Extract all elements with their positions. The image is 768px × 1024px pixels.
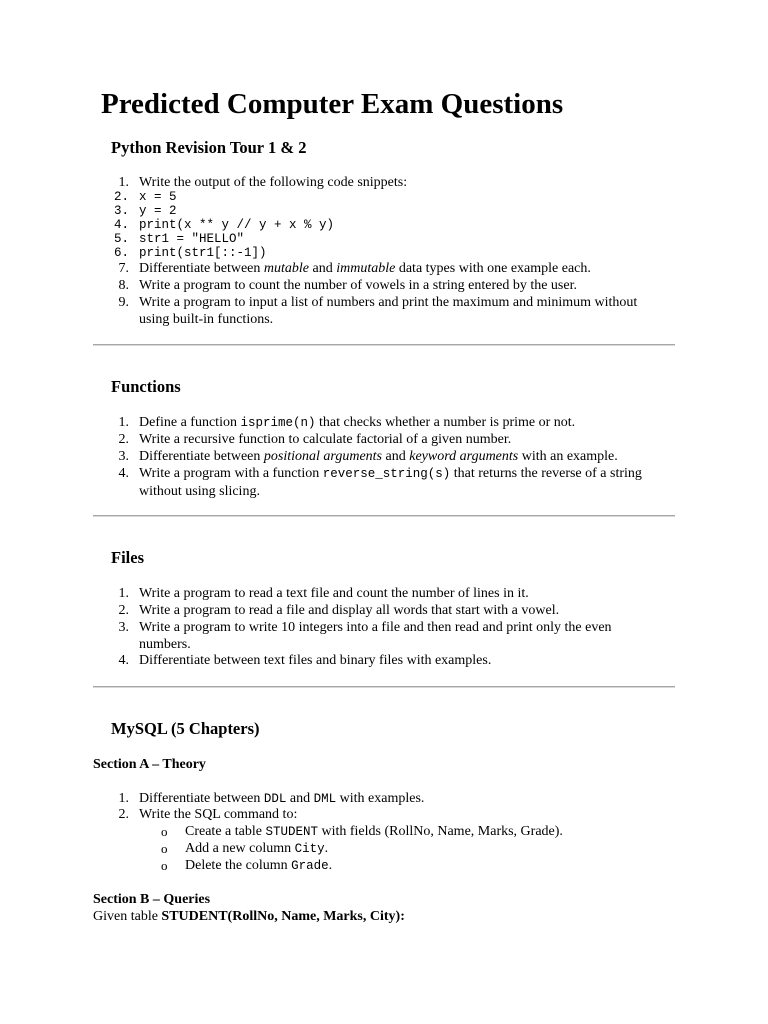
list-number: 2. <box>118 603 129 618</box>
list-number: 4. <box>113 218 129 232</box>
list-item: Write a program to write 10 integers into a file and then read and print only the even numbers. <box>139 620 612 652</box>
list-number: 3. <box>118 620 129 635</box>
section-divider <box>93 515 675 517</box>
list-item: Write a program to read a text file and count the number of lines in it. <box>139 586 529 601</box>
functions-heading: Functions <box>111 377 181 396</box>
code-line: print(x ** y // y + x % y) <box>139 218 335 232</box>
code-line: x = 5 <box>139 190 177 204</box>
list-item: Write a program with a function reverse_string(s) that returns the reverse of a string without using slicing. <box>139 466 642 499</box>
list-number: 7. <box>118 261 129 276</box>
list-number: 5. <box>113 232 129 246</box>
sub-bullet: o <box>161 841 168 856</box>
list-item: Differentiate between text files and binary files with examples. <box>139 653 492 668</box>
sub-list-item: Delete the column Grade. <box>185 858 333 873</box>
sub-bullet: o <box>161 858 168 873</box>
list-item: Write a program to read a file and display all words that start with a vowel. <box>139 603 560 618</box>
list-item: Differentiate between DDL and DML with examples. <box>139 791 425 806</box>
list-number: 1. <box>118 175 129 190</box>
list-item: Write a recursive function to calculate factorial of a given number. <box>139 432 512 447</box>
mysql-heading: MySQL (5 Chapters) <box>111 719 260 738</box>
list-item: Write the output of the following code snippets: <box>139 175 408 190</box>
list-number: 6. <box>113 246 129 260</box>
list-number: 1. <box>118 415 129 430</box>
code-line: y = 2 <box>139 204 177 218</box>
section-divider <box>93 344 675 346</box>
sub-list-item: Add a new column City. <box>185 841 329 856</box>
sub-bullet: o <box>161 824 168 839</box>
list-item: Write a program to input a list of numbers and print the maximum and minimum without using built-in functions. <box>139 295 638 327</box>
list-item: Write the SQL command to: <box>139 807 298 822</box>
list-number: 3. <box>113 204 129 218</box>
section-divider <box>93 686 675 688</box>
list-number: 4. <box>118 653 129 668</box>
code-line: print(str1[::-1]) <box>139 246 267 260</box>
list-number: 9. <box>118 295 129 310</box>
list-number: 1. <box>118 586 129 601</box>
list-item: Write a program to count the number of vowels in a string entered by the user. <box>139 278 577 293</box>
list-number: 8. <box>118 278 129 293</box>
sub-list-item: Create a table STUDENT with fields (RollNo, Name, Marks, Grade). <box>185 824 563 839</box>
list-number: 1. <box>118 791 129 806</box>
list-number: 4. <box>118 466 129 481</box>
page-title: Predicted Computer Exam Questions <box>101 88 564 120</box>
list-number: 2. <box>118 432 129 447</box>
list-number: 3. <box>118 449 129 464</box>
files-heading: Files <box>111 548 144 567</box>
list-item: Differentiate between mutable and immutable data types with one example each. <box>139 261 591 276</box>
given-table-line: Given table STUDENT(RollNo, Name, Marks, City): <box>93 909 405 924</box>
code-line: str1 = "HELLO" <box>139 232 245 246</box>
list-item: Differentiate between positional arguments and keyword arguments with an example. <box>139 449 618 464</box>
list-item: Define a function isprime(n) that checks whether a number is prime or not. <box>139 415 576 430</box>
section-b-heading: Section B – Queries <box>93 892 211 907</box>
list-number: 2. <box>113 190 129 204</box>
python-heading: Python Revision Tour 1 & 2 <box>111 138 307 157</box>
list-number: 2. <box>118 807 129 822</box>
section-a-heading: Section A – Theory <box>93 757 206 772</box>
